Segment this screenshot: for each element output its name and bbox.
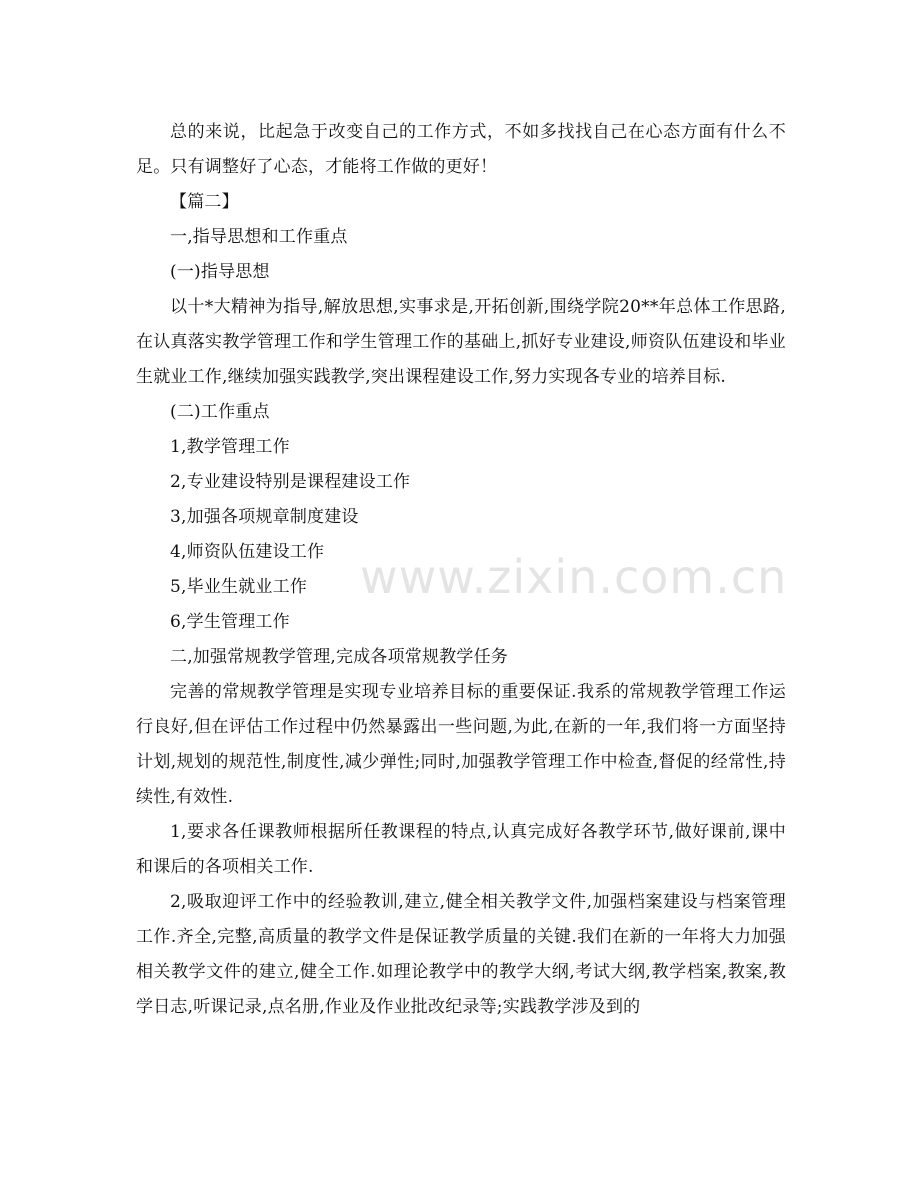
list-item-teaching-management: 1,教学管理工作 (170, 437, 290, 457)
paragraph-routine-teaching: 完善的常规教学管理是实现专业培养目标的重要保证.我系的常规教学管理工作运行良好,但在评估工作过程中仍然暴露出一些问题,为此,在新的一年,我们将一方面坚持计划,规划的规范性,制度性,减少弹性;同时,加强教学管理工作中检查,督促的经常性,持续性,有效性. (136, 682, 786, 807)
subheading-work-focus: (二)工作重点 (170, 402, 270, 422)
list-item-major-construction: 2,专业建设特别是课程建设工作 (170, 472, 411, 492)
list-item-faculty: 4,师资队伍建设工作 (170, 542, 325, 562)
list-item-employment: 5,毕业生就业工作 (170, 577, 308, 597)
paragraph-item-1-teachers: 1,要求各任课教师根据所任教课程的特点,认真完成好各教学环节,做好课前,课中和课后的各项相关工作. (136, 822, 786, 877)
list-item-student-management: 6,学生管理工作 (170, 612, 290, 632)
watermark: www.zixin.com.cn (360, 550, 788, 604)
document-body (136, 115, 786, 1025)
section-heading-part-two: 【篇二】 (170, 192, 239, 212)
paragraph-guiding-ideology: 以十*大精神为指导,解放思想,实事求是,开拓创新,围绕学院20**年总体工作思路,在认真落实教学管理工作和学生管理工作的基础上,抓好专业建设,师资队伍建设和毕业生就业工作,继续加强实践教学,突出课程建设工作,努力实现各专业的培养目标. (136, 297, 786, 387)
heading-routine-teaching: 二,加强常规教学管理,完成各项常规教学任务 (170, 647, 509, 667)
heading-guiding-ideology-and-focus: 一,指导思想和工作重点 (170, 227, 348, 247)
paragraph-conclusion: 总的来说，比起急于改变自己的工作方式，不如多找找自己在心态方面有什么不足。只有调整好了心态，才能将工作做的更好！ (136, 122, 786, 177)
subheading-guiding-ideology: (一)指导思想 (170, 262, 270, 282)
list-item-regulations: 3,加强各项规章制度建设 (170, 507, 359, 527)
paragraph-item-2-documents: 2,吸取迎评工作中的经验教训,建立,健全相关教学文件,加强档案建设与档案管理工作.齐全,完整,高质量的教学文件是保证教学质量的关键.我们在新的一年将大力加强相关教学文件的建立,健全工作.如理论教学中的教学大纲,考试大纲,教学档案,教案,教学日志,听课记录,点名册,作业及作业批改纪录等;实践教学涉及到的 (136, 892, 786, 1017)
